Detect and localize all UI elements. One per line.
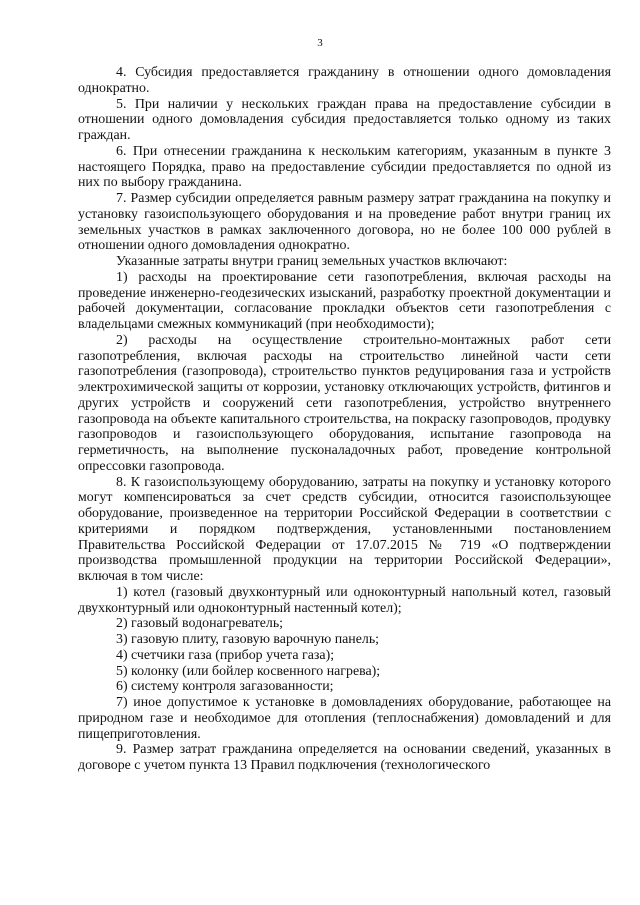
paragraph-costs-intro: Указанные затраты внутри границ земельных участков включают: <box>116 254 508 269</box>
paragraph-8-gas-equipment: 8. К газоиспользующему оборудованию, затраты на покупку и установку которого могут компенсироваться за счет средств субсидии, относится газоиспользующее оборудование, произведенное на территории Российской Федерации в соответствии с критериями и порядком подтверждения, установленными постановлением Правительства Российской Федерации от 17.07.2015 № 719 «О подтверждении производства промышленной продукции на территории Российской Федерации», включая в том числе: <box>78 474 611 584</box>
paragraph-5-multiple-citizens: 5. При наличии у нескольких граждан права на предоставление субсидии в отношении одного домовладения субсидия предоставляется только одному из таких граждан. <box>78 96 611 143</box>
page-number: 3 <box>317 37 323 49</box>
paragraph-4-single-subsidy: 4. Субсидия предоставляется гражданину в отношении одного домовладения однократно. <box>78 65 611 96</box>
list-item-other-equipment: 7) иное допустимое к установке в домовладениях оборудование, работающее на природном газе и необходимое для отопления (теплоснабжения) домовладений и для пищеприготовления. <box>78 695 611 742</box>
list-item-construction-costs: 2) расходы на осуществление строительно-монтажных работ сети газопотребления, включая расходы на строительство линейной части сети газопотребления (газопровода), строительство пунктов редуцирования газа и устройств электрохимической защиты от коррозии, установку отключающих устройств, фитингов и других устройств и сооружений сети газопотребления, устройство внутреннего газопровода на объекте капитального строительства, на покраску газопроводов, продувку газопроводов и газоиспользующего оборудования, испытание газопровода на герметичность, на выполнение пусконаладочных работ, проведение контрольной опрессовки газопровода. <box>78 332 611 474</box>
list-item-gas-stove: 3) газовую плиту, газовую варочную панель; <box>116 632 380 647</box>
list-item-column: 5) колонку (или бойлер косвенного нагрева); <box>116 663 381 679</box>
list-item-gas-control: 6) систему контроля загазованности; <box>116 679 334 695</box>
document-body <box>78 65 611 774</box>
paragraph-9-cost-basis: 9. Размер затрат гражданина определяется на основании сведений, указанных в договоре с учетом пункта 13 Правил подключения (технологического <box>78 742 611 773</box>
list-item-gas-meter: 4) счетчики газа (прибор учета газа); <box>116 647 335 663</box>
list-item-boiler: 1) котел (газовый двухконтурный или одноконтурный напольный котел, газовый двухконтурный или одноконтурный настенный котел); <box>78 584 611 616</box>
list-item-water-heater: 2) газовый водонагреватель; <box>116 616 284 632</box>
paragraph-6-multiple-categories: 6. При отнесении гражданина к нескольким категориям, указанным в пункте 3 настоящего Порядка, право на предоставление субсидии предоставляется по одной из них по выбору гражданина. <box>78 143 611 191</box>
paragraph-7-subsidy-amount: 7. Размер субсидии определяется равным размеру затрат гражданина на покупку и установку газоиспользующего оборудования и на проведение работ внутри границ их земельных участков в рамках заключенного договора, но не более 100 000 рублей в отношении одного домовладения однократно. <box>78 191 611 254</box>
list-item-design-costs: 1) расходы на проектирование сети газопотребления, включая расходы на проведение инженерно-геодезических изысканий, разработку проектной документации и рабочей документации, согласование прокладки объектов сети газопотребления с владельцами смежных коммуникаций (при необходимости); <box>78 269 611 332</box>
